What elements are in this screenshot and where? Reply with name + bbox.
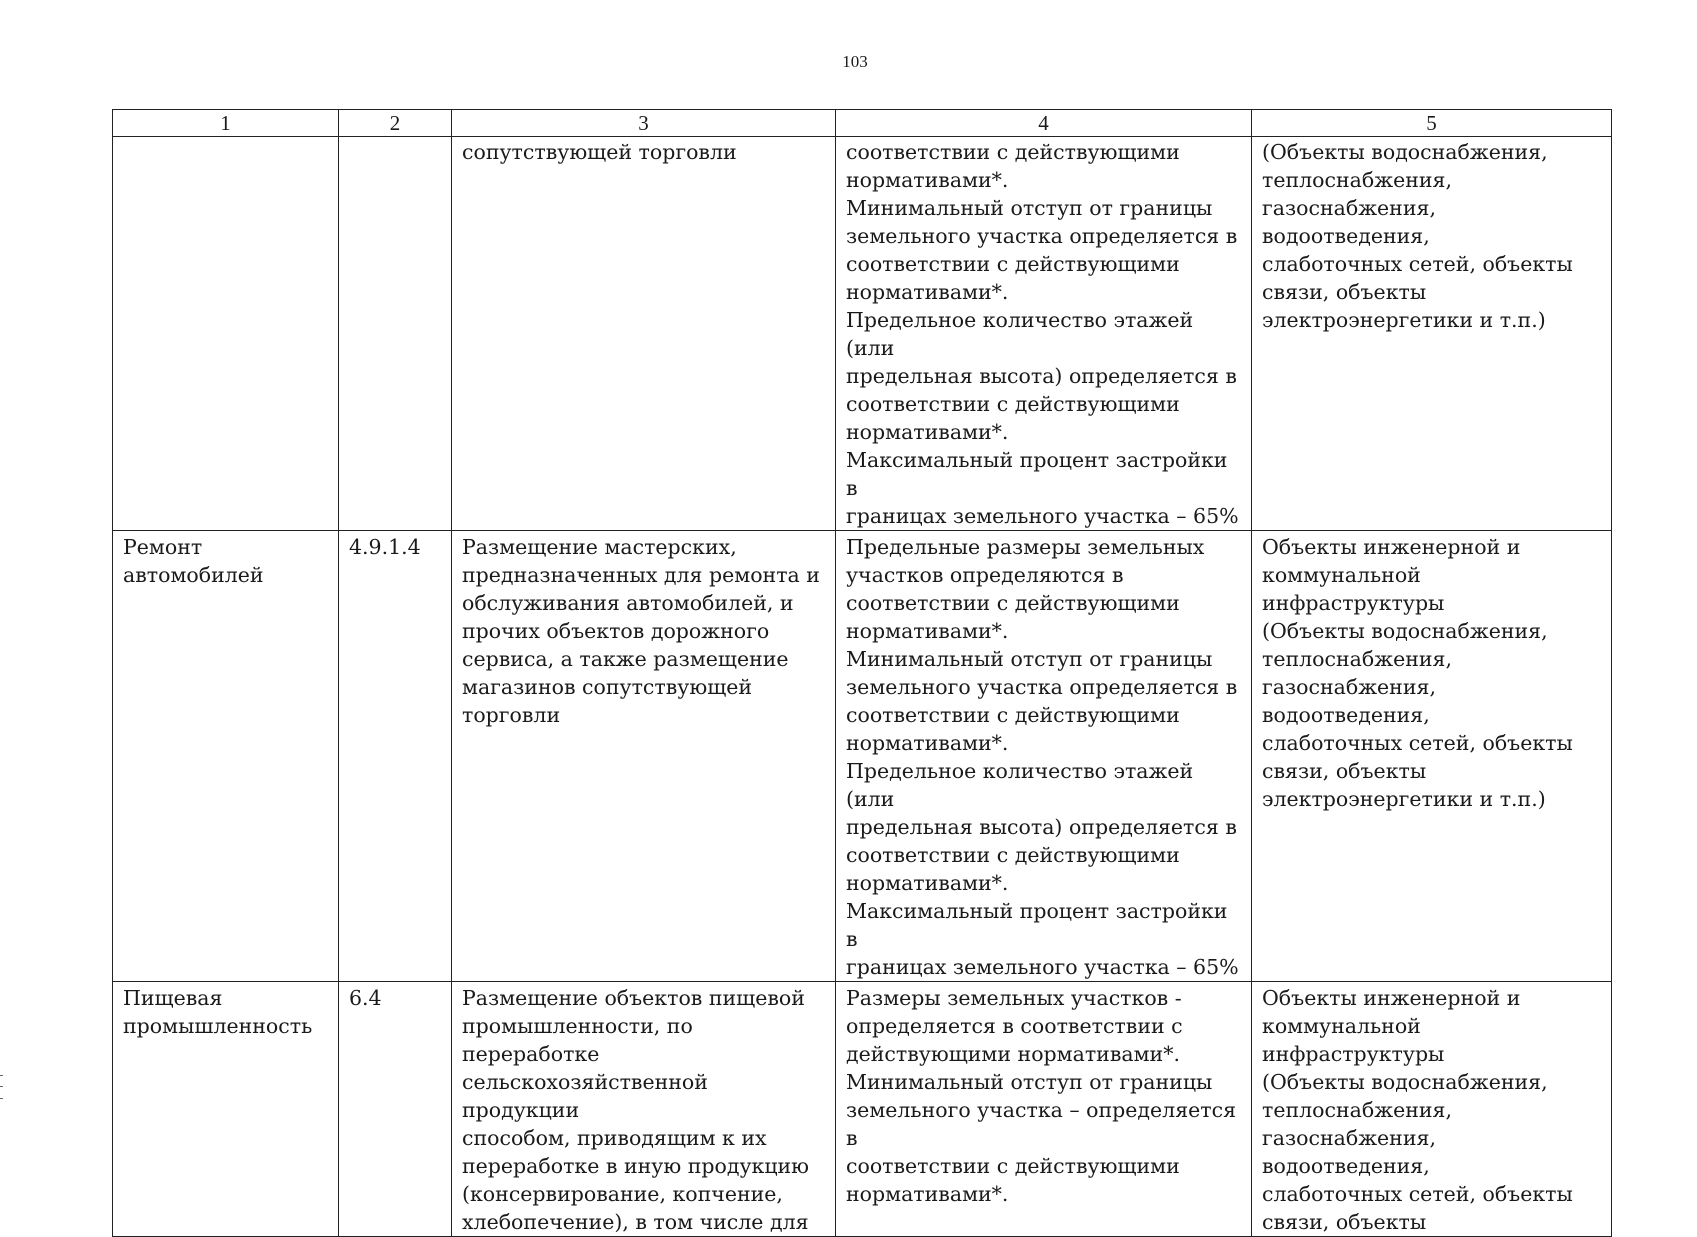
cell-description bbox=[452, 531, 836, 982]
column-header-3: 3 bbox=[452, 110, 836, 137]
column-header-4: 4 bbox=[836, 110, 1252, 137]
parameters-text: соответствии с действующими нормативами*. Минимальный отступ от границы земельного участка определяется в соответствии с действующими нормативами*. Предельное количество этажей (или предельная высота) определяется в соответствии с действующими нормативами*. Максимальный процент застройки в границах земельного участка – 65% bbox=[846, 140, 1239, 528]
cell-use-code bbox=[339, 137, 452, 531]
use-code-text: 4.9.1.4 bbox=[349, 535, 421, 559]
cell-use-name bbox=[113, 982, 339, 1237]
zoning-table bbox=[112, 109, 1612, 1237]
parameters-text: Предельные размеры земельных участков определяются в соответствии с действующими нормативами*. Минимальный отступ от границы земельного участка определяется в соответствии с действующими нормативами*. Предельное количество этажей (или предельная высота) определяется в соответствии с действующими нормативами*. Максимальный процент застройки в границах земельного участка – 65% bbox=[846, 535, 1239, 979]
table-header-row bbox=[113, 110, 1612, 137]
page-number: 103 bbox=[842, 52, 868, 71]
use-name-text bbox=[123, 137, 330, 138]
cell-parameters bbox=[836, 531, 1252, 982]
use-code-text bbox=[349, 137, 443, 138]
cell-parameters bbox=[836, 137, 1252, 531]
use-name-text: Ремонт автомобилей bbox=[123, 535, 264, 587]
table-row bbox=[113, 982, 1612, 1237]
column-header-2: 2 bbox=[339, 110, 452, 137]
column-header-1: 1 bbox=[113, 110, 339, 137]
scan-edge-marks bbox=[0, 1075, 3, 1099]
cell-infrastructure bbox=[1252, 137, 1612, 531]
infrastructure-text: (Объекты водоснабжения, теплоснабжения, газоснабжения, водоотведения, слаботочных сетей, объекты связи, объекты электроэнергетики и т.п.) bbox=[1262, 140, 1573, 332]
cell-use-code bbox=[339, 531, 452, 982]
cell-description bbox=[452, 137, 836, 531]
cell-use-code bbox=[339, 982, 452, 1237]
infrastructure-text: Объекты инженерной и коммунальной инфраструктуры (Объекты водоснабжения, теплоснабжения, газоснабжения, водоотведения, слаботочных сетей, объекты связи, объекты электроэнергетики и т.п.) bbox=[1262, 535, 1573, 811]
cell-parameters bbox=[836, 982, 1252, 1237]
use-name-text: Пищевая промышленность bbox=[123, 986, 313, 1038]
description-text: сопутствующей торговли bbox=[462, 140, 737, 164]
description-text: Размещение объектов пищевой промышленности, по переработке сельскохозяйственной продукции способом, приводящим к их переработке в иную продукцию (консервирование, копчение, хлебопечение), в том числе для bbox=[462, 986, 810, 1234]
table-row bbox=[113, 531, 1612, 982]
column-header-5: 5 bbox=[1252, 110, 1612, 137]
description-text: Размещение мастерских, предназначенных для ремонта и обслуживания автомобилей, и прочих объектов дорожного сервиса, а также размещение магазинов сопутствующей торговли bbox=[462, 535, 820, 727]
cell-description bbox=[452, 982, 836, 1237]
parameters-text: Размеры земельных участков - определяется в соответствии с действующими нормативами*. Минимальный отступ от границы земельного участка – определяется в соответствии с действующими нормативами*. bbox=[846, 986, 1237, 1206]
cell-infrastructure bbox=[1252, 531, 1612, 982]
use-code-text: 6.4 bbox=[349, 986, 382, 1010]
cell-use-name bbox=[113, 137, 339, 531]
cell-use-name bbox=[113, 531, 339, 982]
cell-infrastructure bbox=[1252, 982, 1612, 1237]
infrastructure-text: Объекты инженерной и коммунальной инфраструктуры (Объекты водоснабжения, теплоснабжения, газоснабжения, водоотведения, слаботочных сетей, объекты связи, объекты bbox=[1262, 986, 1573, 1234]
table-row bbox=[113, 137, 1612, 531]
